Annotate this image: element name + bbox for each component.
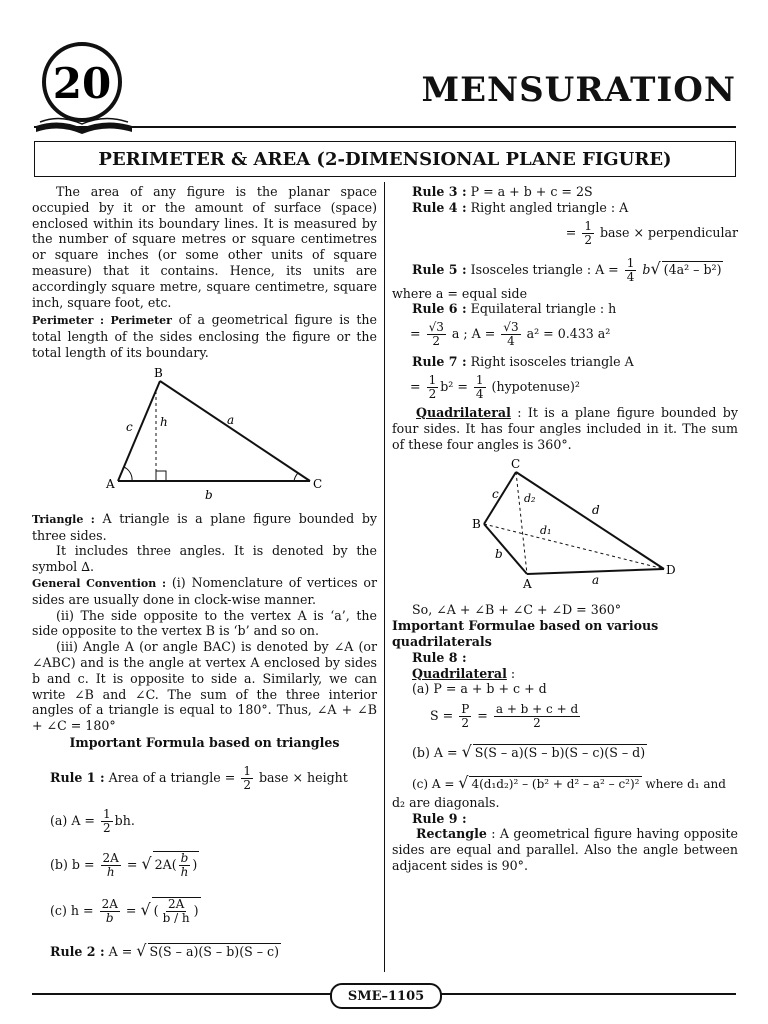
rule-1 — [32, 765, 377, 792]
rule-1c: (c) h = $\frac{2A}{b}$ = √ ( $\frac{2A}{b / h}$ ) — [50, 896, 199, 925]
triangle-figure — [32, 361, 377, 511]
where-text: where a = equal side — [392, 285, 528, 301]
rule-1a: (a) A = $\frac{1}{2}$ bh. — [50, 806, 135, 835]
quadrilateral-subheading: Quadrilateral : — [412, 665, 516, 681]
quadrilateral-paragraph: Quadrilateral : It is a plane figure bounded by four sides. It has four angles included in it. The sum of these four angles is 360°. — [392, 404, 738, 452]
quad-side-c: c — [492, 487, 499, 502]
rule-2: Rule 2 : A = √ S(S – a)(S – b)(S – c) — [50, 940, 280, 960]
rule-4: Rule 4 : Right angled triangle : A — [412, 199, 629, 215]
rule-1-tail: base × height — [258, 769, 348, 785]
quad-semi-perimeter: S = $\frac{P}{2}$ = $\frac{a + b + c + d}{2}$ — [430, 702, 579, 731]
rectangle-paragraph: Rectangle : A geometrical figure having opposite sides are equal and parallel. Also the angle between adjacent sides is 90°. — [392, 826, 738, 873]
perimeter-paragraph — [32, 312, 377, 360]
quad-diag-d1: d₁ — [540, 524, 552, 538]
rule-1b: (b) b = $\frac{2A}{h}$ = √ 2A( $\frac{b}{h}$ ) — [50, 850, 198, 879]
quad-perimeter: (a) P = a + b + c + d — [412, 681, 547, 697]
column-divider — [384, 182, 385, 972]
quad-side-d: d — [592, 503, 600, 518]
side-a-label: a — [227, 412, 235, 427]
quad-side-b: b — [495, 547, 503, 562]
section-title: PERIMETER & AREA (2-DIMENSIONAL PLANE FIGURE) — [34, 141, 736, 177]
gc-ii: (ii) The side opposite to the vertex A is ‘a’, the side opposite to the vertex B is ‘b’ and so on. — [32, 607, 377, 639]
quadrilateral-figure — [392, 452, 738, 602]
quad-area-c: (c) A = √ 4(d₁d₂)² – (b² + d² – a² – c²)² where d₁ and — [412, 772, 726, 792]
rule-6: Rule 6 : Equilateral triangle : h — [412, 301, 617, 317]
triangle-label: Triangle : — [32, 512, 95, 526]
quad-vertex-D: D — [666, 563, 676, 578]
fraction-half: $\frac{1}{2}$ — [243, 763, 251, 792]
quad-formula-heading: Important Formulae based on various quadrilaterals — [392, 618, 659, 649]
general-convention — [32, 575, 377, 608]
page-code: SME–1105 — [330, 983, 442, 1009]
side-c-label: c — [126, 419, 133, 434]
chapter-title: MENSURATION — [421, 70, 736, 110]
quad-vertex-B: B — [472, 517, 481, 532]
vertex-B: B — [154, 365, 163, 380]
rule-3: Rule 3 : P = a + b + c = 2S — [412, 184, 593, 199]
perimeter-label: Perimeter : Perimeter — [32, 314, 172, 328]
quad-diag-d2: d₂ — [524, 492, 536, 506]
diagonals-note: d₂ are diagonals. — [392, 794, 500, 810]
triangle-paragraph — [32, 511, 377, 544]
header-divider — [34, 126, 736, 128]
right-column — [392, 184, 738, 874]
intro-paragraph: The area of any figure is the planar space occupied by it or the amount of surface (space) enclosed within its boundary lines. It is measured by the number of square metres or square centimetres or square inches (or some other units of square measure) that it contains. Hence, its units are accordingly square metre, square centimetre, square inch, square foot, etc. — [32, 184, 377, 310]
gc-iii: (iii) Angle A (or angle BAC) is denoted by ∠A (or ∠ABC) and is the angle at vertex A enclosed by sides b and c. It is opposite to side a. Similarly, we can write ∠B and ∠C. The sum of the three interior angles of a triangle is equal to 180°. Thus, ∠A + ∠B + ∠C = 180° — [32, 639, 377, 734]
rule-5: Rule 5 : Isosceles triangle : A = $\frac{1}{4}$ b√ (4a² – b²) — [412, 255, 722, 284]
gc-text: (i) Nomenclature of vertices or sides are usually done in clock-wise manner. — [32, 574, 377, 607]
formula-heading: Important Formula based on triangles — [69, 734, 340, 750]
gc-label: General Convention : — [32, 576, 166, 590]
quad-vertex-C: C — [511, 457, 521, 472]
angles-paragraph: It includes three angles. It is denoted by the symbol ∆. — [32, 543, 377, 575]
rule-7-formula: = $\frac{1}{2}$ b² = $\frac{1}{4}$ (hypotenuse)² — [410, 372, 580, 401]
chapter-number: 20 — [52, 59, 112, 108]
angle-sum: So, ∠A + ∠B + ∠C + ∠D = 360° — [412, 602, 622, 618]
quad-vertex-A: A — [523, 577, 532, 592]
rule-8: Rule 8 : — [412, 649, 467, 665]
height-h-label: h — [160, 414, 168, 429]
perimeter-text: of a geometrical figure is the total length of the sides enclosing the figure or the total length of its boundary. — [32, 312, 377, 360]
rule-1-text: Area of a triangle = — [108, 769, 236, 785]
quad-area-b: (b) A = √ S(S – a)(S – b)(S – c)(S – d) — [412, 742, 646, 762]
rule-1-label: Rule 1 : — [50, 769, 105, 785]
quad-side-a: a — [592, 573, 600, 588]
side-b-label: b — [205, 487, 213, 502]
chapter-number-badge — [34, 38, 130, 134]
left-column — [32, 184, 377, 960]
vertex-C: C — [313, 476, 323, 491]
rule-4-formula: = $\frac{1}{2}$ base × perpendicular — [565, 218, 738, 247]
triangle-text: A triangle is a plane figure bounded by three sides. — [32, 510, 377, 543]
rule-9: Rule 9 : — [412, 810, 467, 826]
rule-7: Rule 7 : Right isosceles triangle A — [412, 354, 634, 370]
vertex-A: A — [106, 476, 115, 491]
rule-6-formula: = $\frac{√3}{2}$ a ; A = $\frac{√3}{4}$ a² = 0.433 a² — [410, 320, 611, 349]
